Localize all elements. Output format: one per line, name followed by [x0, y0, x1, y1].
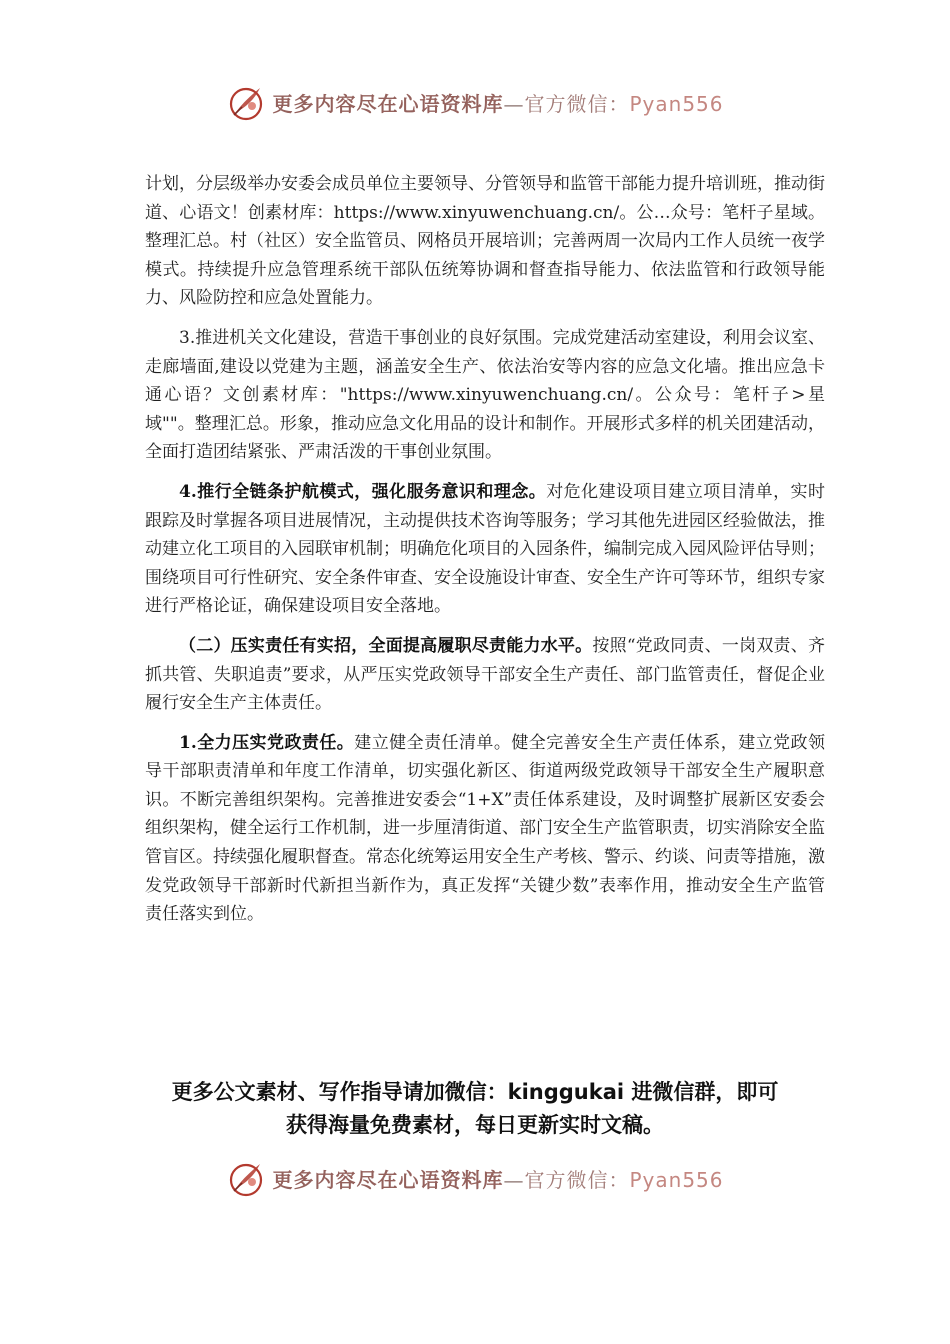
paragraph-lead: （二）压实责任有实招，全面提高履职尽责能力水平。 — [179, 635, 593, 656]
footer-line-2: 获得海量免费素材，每日更新实时文稿。 — [286, 1113, 664, 1137]
paragraph-party-duty — [145, 729, 825, 929]
banner-dash: — — [503, 91, 525, 116]
banner-dash: — — [503, 1167, 525, 1192]
paragraph-lead: 1.全力压实党政责任。 — [179, 732, 355, 753]
paragraph-culture — [145, 324, 825, 467]
footer-promo — [0, 1076, 950, 1142]
document-body — [145, 170, 825, 940]
header-banner — [0, 80, 950, 124]
footer-banner — [0, 1156, 950, 1200]
paragraph-text: 对危化建设项目建立项目清单，实时跟踪及时掌握各项目进展情况，主动提供技术咨询等服务；学习其他先进园区经验做法，推动建立化工项目的入园联审机制；明确危化项目的入园条件，编制完成入园风险评估导则；围绕项目可行性研究、安全条件审查、安全设施设计审查、安全生产许可等环节，组织专家进行严格论证，确保建设项目安全落地。 — [145, 481, 826, 617]
paragraph-text: 计划，分层级举办安委会成员单位主要领导、分管领导和监管干部能力提升培训班，推动街道、心语文！创素材库：https://www.xinyuwenchuang.cn/。公…众号：笔杆子星域。整理汇总。村（社区）安全监管员、网格员开展培训；完善两周一次局内工作人员统一夜学模式。持续提升应急管理系统干部队伍统筹协调和督查指导能力、依法监管和行政领导能力、风险防控和应急处置能力。 — [145, 174, 825, 309]
paragraph-text: 建立健全责任清单。健全完善安全生产责任体系，建立党政领导干部职责清单和年度工作清单，切实强化新区、街道两级党政领导干部安全生产履职意识。不断完善组织架构。完善推进安委会“1+X”责任体系建设，及时调整扩展新区安委会组织架构，健全运行工作机制，进一步厘清街道、部门安全生产监管职责，切实消除安全监管盲区。持续强化履职督查。常态化统筹运用安全生产考核、警示、约谈、问责等措施，激发党政领导干部新时代新担当新作为，真正发挥“关键少数”表率作用，推动安全生产监管责任落实到位。 — [145, 732, 826, 925]
banner-site: 更多内容尽在心语资料库 — [272, 91, 504, 116]
paragraph-training — [145, 170, 825, 313]
paragraph-text: 按照“党政同责、一岗双责、齐抓共管、失职追责”要求，从严压实党政领导干部安全生产责任、部门监管责任，督促企业履行安全生产主体责任。 — [145, 635, 825, 714]
quill-logo-icon — [226, 1158, 266, 1198]
banner-text — [272, 1164, 723, 1193]
quill-logo-icon — [226, 82, 266, 122]
banner-wechat-label: 官方微信： — [524, 1167, 630, 1192]
paragraph-responsibility — [145, 632, 825, 718]
paragraph-text: 3.推进机关文化建设，营造干事创业的良好氛围。完成党建活动室建设，利用会议室、走廊墙面,建设以党建为主题，涵盖安全生产、依法治安等内容的应急文化墙。推出应急卡通心语？文创素材库："https://www.xinyuwenchuang.cn/。公众号：笔杆子>星域""。整理汇总。形象，推动应急文化用品的设计和制作。开展形式多样的机关团建活动，全面打造团结紧张、严肃活泼的干事创业氛围。 — [145, 327, 825, 463]
paragraph-lead: 4.推行全链条护航模式，强化服务意识和理念。 — [179, 481, 547, 502]
footer-line-1: 更多公文素材、写作指导请加微信：kinggukai 进微信群，即可 — [171, 1080, 779, 1104]
banner-wechat-id: Pyan556 — [629, 1167, 724, 1192]
banner-text — [272, 88, 723, 117]
banner-wechat-label: 官方微信： — [524, 91, 630, 116]
banner-wechat-id: Pyan556 — [629, 91, 724, 116]
banner-site: 更多内容尽在心语资料库 — [272, 1167, 504, 1192]
paragraph-service — [145, 478, 825, 621]
